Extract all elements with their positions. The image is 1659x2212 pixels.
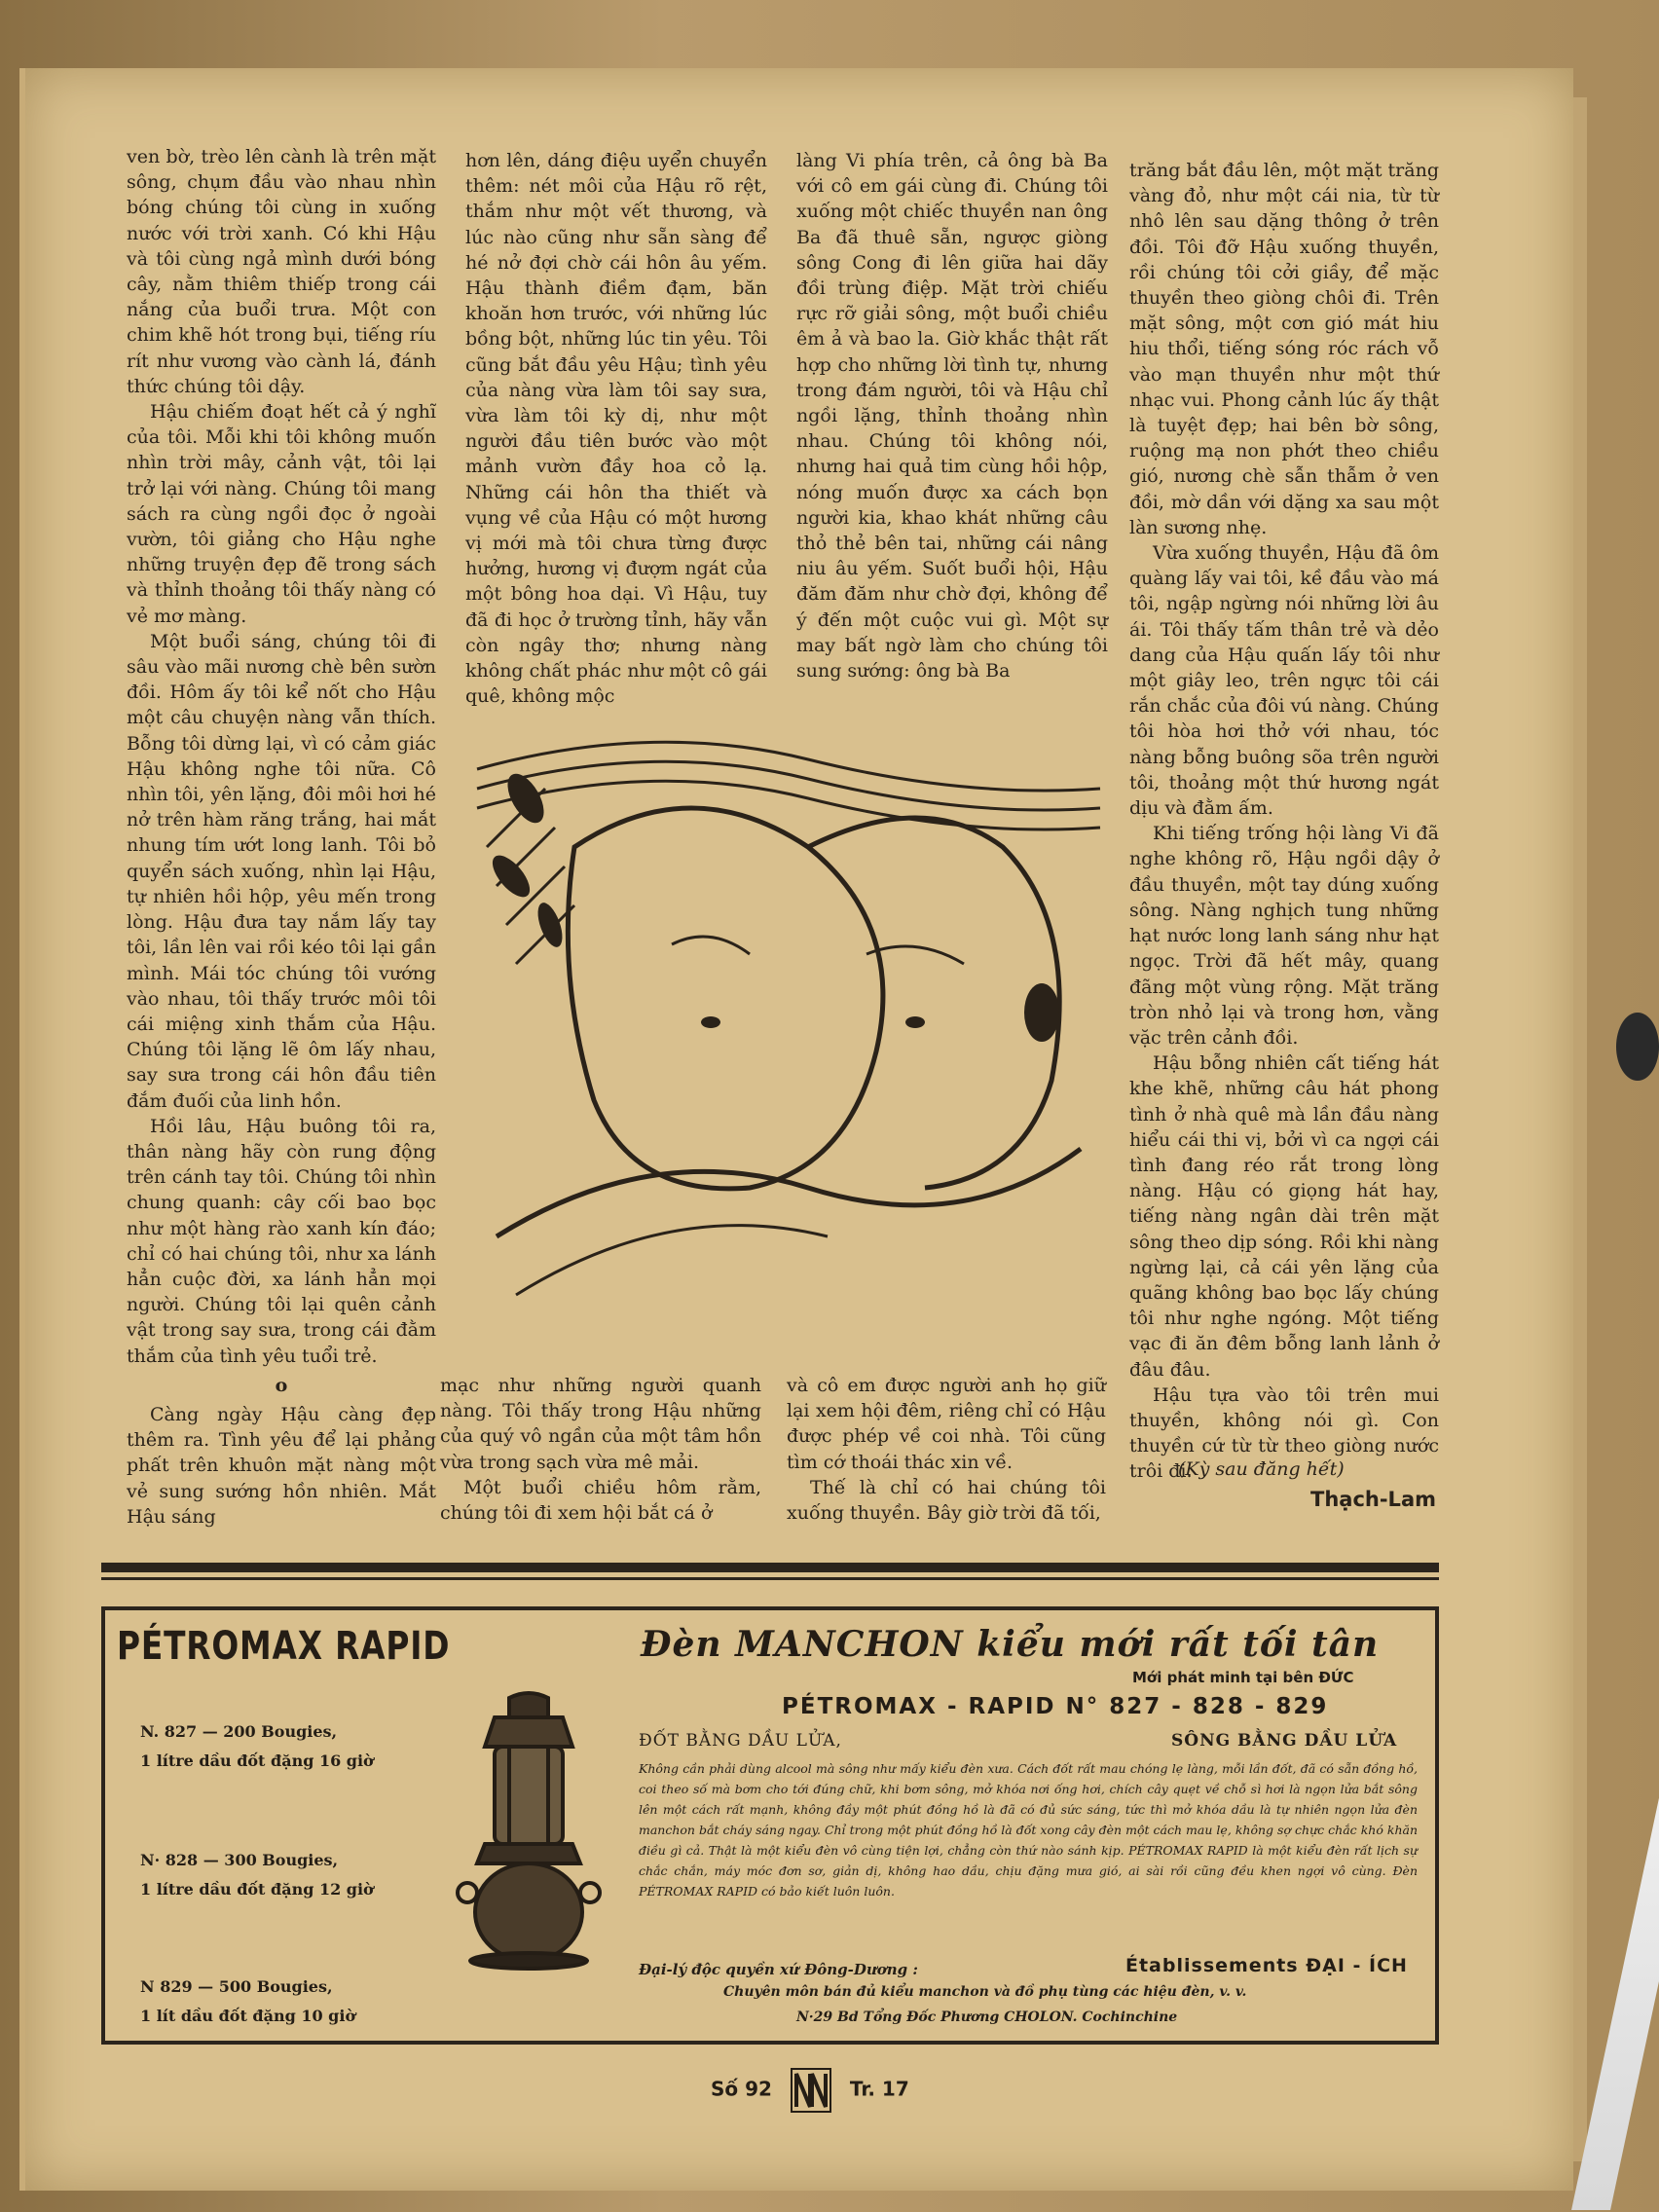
article-column-1 (127, 144, 436, 1530)
lantern-illustration (456, 1688, 602, 1971)
ad-company-name: Établissements ĐẠI - ÍCH (1125, 1955, 1408, 1976)
ad-headline: Đèn MANCHON kiểu mới rất tối tân (641, 1624, 1380, 1665)
magazine-logo-icon (791, 2068, 831, 2113)
ad-model-spec: N. 827 — 200 Bougies, (140, 1722, 338, 1741)
section-separator: o (275, 1374, 288, 1396)
ad-subheadline: Mới phát minh tại bên ĐỨC (1132, 1669, 1354, 1686)
ad-model-item (140, 1846, 374, 1904)
author-signature: Thạch-Lam (1310, 1488, 1436, 1511)
page-number: Tr. 17 (849, 2077, 909, 2101)
divider-rule (101, 1563, 1439, 1572)
article-column-2-bottom (440, 1373, 761, 1526)
to-be-continued-note: (Kỳ sau đăng hết) (1178, 1458, 1345, 1480)
paragraph: Hậu chiếm đoạt hết cả ý nghĩ của tôi. Mỗi khi tôi không muốn nhìn trời mây, cảnh vật, tôi lại trở lại với nàng. Chúng tôi mang sách ra cùng ngồi đọc ở ngoài vườn, tôi giảng cho Hậu nghe những truyện đẹp đẽ trong sách và thỉnh thoảng tôi thấy nàng có vẻ mơ màng. (127, 401, 436, 627)
ad-brand: PÉTROMAX RAPID (117, 1624, 451, 1669)
ad-right-heading: SÔNG BẰNG DẦU LỬA (1171, 1731, 1398, 1751)
ad-address-line: N·29 Bd Tổng Đốc Phương CHOLON. Cochinchine (796, 2009, 1178, 2025)
paragraph: Càng ngày Hậu càng đẹp thêm ra. Tình yêu để lại phảng phất trên khuôn mặt nàng một vẻ sung sướng hồn nhiên. Mắt Hậu sáng (127, 1403, 436, 1528)
paragraph: ven bờ, trèo lên cành là trên mặt sông, chụm đầu vào nhau nhìn bóng chúng tôi cùng in xuống nước với trời xanh. Có khi Hậu và tôi cùng ngả mình dưới bóng cây, nằm thiêm thiếp trong cái nắng của buổi trưa. Một con chim khẽ hót trong bụi, tiếng ríu rít như vương vào cành lá, đánh thức chúng tôi dậy. (127, 146, 436, 397)
paragraph: Một buổi sáng, chúng tôi đi sâu vào mãi nương chè bên sườn đồi. Hôm ấy tôi kể nốt cho Hậu một câu chuyện nàng vẫn thích. Bỗng tôi dừng lại, vì có cảm giác Hậu không nghe tôi nữa. Cô nhìn tôi, yên lặng, đôi môi hơi hé nở trên hàm răng trắng, hai mắt nhung tím ướt long lanh. Tôi bỏ quyển sách xuống, nhìn lại Hậu, tự nhiên hồi hộp, yêu mến trong lòng. Hậu đưa tay nắm lấy tay tôi, lần lên vai rồi kéo tôi lại gần mình. Mái tóc chúng tôi vướng vào nhau, tôi thấy trước môi tôi cái miệng xinh thắm của Hậu. Chúng tôi lặng lẽ ôm lấy nhau, say sưa trong cái hôn đầu tiên đắm đuối của linh hồn. (127, 630, 436, 1112)
article-column-4 (1129, 158, 1439, 1485)
ad-model-burn: 1 lít dầu đốt đặng 10 giờ (140, 2007, 356, 2025)
ad-model-burn: 1 lítre dầu đốt đặng 12 giờ (140, 1880, 374, 1899)
article-column-3 (796, 148, 1108, 683)
ad-model-spec: N· 828 — 300 Bougies, (140, 1851, 339, 1869)
article-column-2 (465, 148, 767, 709)
paragraph: Thế là chỉ có hai chúng tôi xuống thuyền. Bây giờ trời đã tối, (787, 1476, 1106, 1525)
paragraph: hơn lên, dáng điệu uyển chuyển thêm: nét môi của Hậu rõ rệt, thắm như một vết thương, và lúc nào cũng như sẵn sàng để hé nở đợi chờ cái hôn âu yếm. Hậu thành điềm đạm, băn khoăn hơn trước, với những lúc bồng bột, những lúc tin yêu. Tôi cũng bắt đầu yêu Hậu; tình yêu của nàng vừa làm tôi say sưa, vừa làm tôi kỳ dị, như một người đầu tiên bước vào một mảnh vườn đầy hoa cỏ lạ. Những cái hôn tha thiết và vụng về của Hậu có một hương vị mới mà tôi chưa từng được hưởng, hương vị đượm ngát của một bông hoa dại. Vì Hậu, tuy đã đi học ở trường tỉnh, hãy vẫn còn ngây thơ; nhưng nàng không chất phác như một cô gái quê, không mộc (465, 150, 767, 708)
ad-model-spec: N 829 — 500 Bougies, (140, 1977, 333, 1996)
divider-rule-thin (101, 1577, 1439, 1580)
ad-services-line: Chuyên môn bán đủ kiểu manchon và đồ phụ tùng các hiệu đèn, v. v. (723, 1984, 1247, 2000)
paragraph: Khi tiếng trống hội làng Vi đã nghe không rõ, Hậu ngồi dậy ở đầu thuyền, một tay dúng xuống sông. Nàng nghịch tung những hạt nước long lanh sáng như hạt ngọc. Trời đã hết mây, quang đãng một vùng rộng. Mặt trăng tròn nhỏ lại và trong hơn, vằng vặc trên cảnh đồi. (1129, 823, 1439, 1049)
ad-agent-line: Đại-lý độc quyền xứ Đông-Dương : (639, 1961, 918, 1978)
woodcut-illustration (458, 730, 1110, 1324)
issue-number: Số 92 (711, 2077, 772, 2101)
binder-knob (1616, 1013, 1659, 1081)
ad-model-burn: 1 lítre dầu đốt đặng 16 giờ (140, 1751, 374, 1770)
ad-model-item (140, 1717, 374, 1776)
page-footer (711, 2068, 909, 2113)
ad-left-heading: ĐỐT BẰNG DẦU LỬA, (639, 1731, 842, 1751)
ad-model-title: PÉTROMAX - RAPID N° 827 - 828 - 829 (782, 1694, 1329, 1719)
paragraph: Một buổi chiều hôm rằm, chúng tôi đi xem hội bắt cá ở (440, 1476, 761, 1525)
ad-model-item (140, 1972, 355, 2031)
paragraph: làng Vi phía trên, cả ông bà Ba với cô em gái cùng đi. Chúng tôi xuống một chiếc thuyền nan ông Ba đã thuê sẵn, ngược giòng sông Cong đi lên giữa hai dãy đồi trùng điệp. Mặt trời chiếu rực rỡ giải sông, một buổi chiều êm ả và bao la. Giờ khắc thật rất hợp cho những lời tình tự, nhưng trong đám người, tôi và Hậu chỉ ngồi lặng, thỉnh thoảng nhìn nhau. Chúng tôi không nói, nhưng hai quả tim cùng hồi hộp, nóng muốn được xa cách bọn người kia, khao khát những câu thỏ thẻ bên tai, những cái nâng niu âu yếm. Suốt buổi hội, Hậu đăm đăm như chờ đợi, không để ý đến một cuộc vui gì. Một sự may bất ngờ làm cho chúng tôi sung sướng: ông bà Ba (796, 150, 1108, 682)
paragraph: mạc như những người quanh nàng. Tôi thấy trong Hậu những của quý vô ngần của một tâm hồn vừa trong sạch vừa mê mải. (440, 1375, 761, 1473)
paragraph: và cô em được người anh họ giữ lại xem hội đêm, riêng chỉ có Hậu được phép về coi nhà. Tôi cũng tìm cớ thoái thác xin về. (787, 1375, 1106, 1473)
article-column-3-bottom (787, 1373, 1106, 1526)
paragraph: Vừa xuống thuyền, Hậu đã ôm quàng lấy vai tôi, kề đầu vào má tôi, ngập ngừng nói những lời âu ái. Tôi thấy tấm thân trẻ và dẻo dang của Hậu quấn lấy tôi như một giây leo, trên ngực tôi cái rắn chắc của đôi vú nàng. Chúng tôi hòa hơi thở với nhau, tóc nàng bỗng buông sõa trên người tôi, thoảng một thứ hương ngát dịu và đằm ấm. (1129, 542, 1439, 820)
paragraph: Hậu bỗng nhiên cất tiếng hát khe khẽ, những câu hát phong tình ở nhà quê mà lần đầu nàng hiểu cái thi vị, bởi vì ca ngợi cái tình đang réo rắt trong lòng nàng. Hậu có giọng hát hay, tiếng nàng ngân dài trên mặt sông theo dịp sóng. Rồi khi nàng ngừng lại, cả cái yên lặng của quãng không bao bọc lấy chúng tôi như nghe ngóng. Một tiếng vạc đi ăn đêm bỗng lanh lảnh ở đâu đâu. (1129, 1052, 1439, 1381)
paragraph: Hồi lâu, Hậu buông tôi ra, thân nàng hãy còn rung động trên cánh tay tôi. Chúng tôi nhìn chung quanh: cây cối bao bọc như một hàng rào xanh kín đáo; chỉ có hai chúng tôi, như xa lánh hẳn cuộc đời, xa lánh hẳn mọi người. Chúng tôi lại quên cảnh vật trong say sưa, trong cái đằm thắm của tình yêu tuổi trẻ. (127, 1115, 436, 1367)
paragraph: trăng bắt đầu lên, một mặt trăng vàng đỏ, như một cái nia, từ từ nhô lên sau dặng thông ở trên đồi. Tôi đỡ Hậu xuống thuyền, rồi chúng tôi cởi giầy, để mặc thuyền theo giòng chôi đi. Trên mặt sông, một cơn gió mát hiu hiu thổi, tiếng sóng róc rách vỗ vào mạn thuyền như một thứ nhạc vui. Phong cảnh lúc ấy thật là tuyệt đẹp; hai bên bờ sông, ruộng mạ non phớt theo chiều gió, nương chè sẫn thẫm ở ven đồi, mờ dần với dặng xa sau một làn sương nhẹ. (1129, 160, 1439, 538)
ad-body-text: Không cần phải dùng alcool mà sông như mấy kiểu đèn xưa. Cách đốt rất mau chóng lẹ làng, mỗi lần đốt, đã có sẵn đồng hồ, coi theo số mà bơm cho tới đúng chữ, khi bơm sông, mở khóa nơi ống hơi, chích cây quẹt về chỗ sì hơi là ngọn lửa bắt sông lên một cách rất mạnh, không đầy một phút đồng hồ là đã có đủ sức sáng, tức thì mở khóa dầu là tự nhiên ngọn lửa đèn manchon bắt cháy sáng ngay. Chỉ trong một phút đồng hồ là đốt xong cây đèn một cách mau lẹ, không sợ chực chắc khó khăn điều gì cả. Thật là một kiểu đèn vô cùng tiện lợi, chẳng còn thứ nào sánh kịp. PÉTROMAX RAPID là một kiểu đèn rất lịch sự chắc chắn, máy móc đơn sơ, giản dị, không hao dầu, chịu đặng mưa gió, ai sài rồi cũng đều khen ngợi vô cùng. Đèn PÉTROMAX RAPID có bảo kiết luôn luôn. (639, 1761, 1418, 1899)
paragraph: Hậu tựa vào tôi trên mui thuyền, không nói gì. Con thuyền cứ từ từ theo giòng nước trôi đi. (1129, 1383, 1439, 1483)
advertisement-box (101, 1606, 1439, 2045)
